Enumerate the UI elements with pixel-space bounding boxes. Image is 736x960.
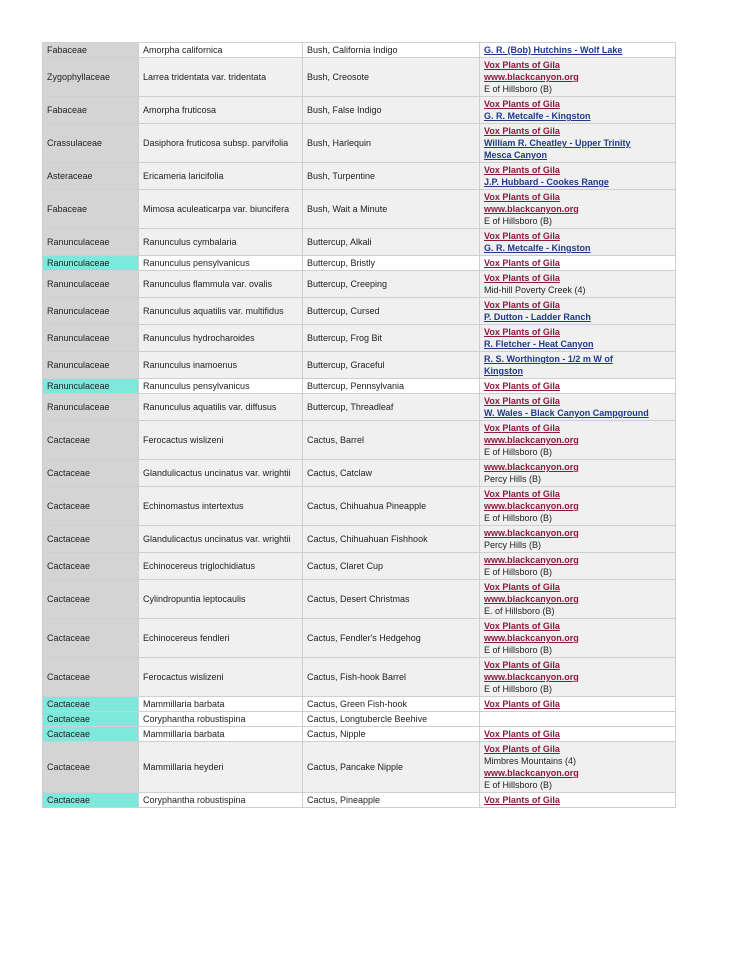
table-row: [43, 553, 676, 580]
family-cell: Fabaceae: [43, 190, 139, 229]
table-row: [43, 379, 676, 394]
source-link[interactable]: www.blackcanyon.org: [484, 633, 579, 643]
source-cell: [480, 256, 676, 271]
family-cell: Fabaceae: [43, 97, 139, 124]
source-cell: [480, 298, 676, 325]
source-link[interactable]: Mesca Canyon: [484, 150, 548, 160]
family-cell: Ranunculaceae: [43, 271, 139, 298]
source-note: Mimbres Mountains (4): [484, 756, 577, 766]
source-link[interactable]: Vox Plants of Gila: [484, 381, 560, 391]
species-cell: Mammillaria heyderi: [139, 742, 303, 793]
common-name-cell: Cactus, Claret Cup: [303, 553, 480, 580]
source-note: Percy Hills (B): [484, 474, 542, 484]
source-cell: [480, 619, 676, 658]
source-link[interactable]: J.P. Hubbard - Cookes Range: [484, 177, 609, 187]
species-cell: Echinocereus fendleri: [139, 619, 303, 658]
source-cell: [480, 697, 676, 712]
species-cell: Dasiphora fruticosa subsp. parvifolia: [139, 124, 303, 163]
source-link[interactable]: www.blackcanyon.org: [484, 594, 579, 604]
source-cell: [480, 526, 676, 553]
table-row: [43, 394, 676, 421]
common-name-cell: Cactus, Chihuahuan Fishhook: [303, 526, 480, 553]
family-cell: Cactaceae: [43, 712, 139, 727]
species-cell: Glandulicactus uncinatus var. wrightii: [139, 526, 303, 553]
source-cell: [480, 190, 676, 229]
species-cell: Ferocactus wislizeni: [139, 421, 303, 460]
table-row: [43, 229, 676, 256]
source-cell: [480, 487, 676, 526]
common-name-cell: Cactus, Fish-hook Barrel: [303, 658, 480, 697]
common-name-cell: Buttercup, Alkali: [303, 229, 480, 256]
common-name-cell: Cactus, Longtubercle Beehive: [303, 712, 480, 727]
common-name-cell: Cactus, Catclaw: [303, 460, 480, 487]
source-cell: [480, 58, 676, 97]
table-row: [43, 352, 676, 379]
source-link[interactable]: Vox Plants of Gila: [484, 699, 560, 709]
species-cell: Ranunculus flammula var. ovalis: [139, 271, 303, 298]
source-cell: [480, 793, 676, 808]
source-cell: [480, 421, 676, 460]
common-name-cell: Bush, Creosote: [303, 58, 480, 97]
species-cell: Mammillaria barbata: [139, 727, 303, 742]
source-link[interactable]: William R. Cheatley - Upper Trinity: [484, 138, 631, 148]
source-note: Percy Hills (B): [484, 540, 542, 550]
species-cell: Ericameria laricifolia: [139, 163, 303, 190]
species-cell: Amorpha fruticosa: [139, 97, 303, 124]
family-cell: Cactaceae: [43, 658, 139, 697]
species-cell: Glandulicactus uncinatus var. wrightii: [139, 460, 303, 487]
source-cell: [480, 379, 676, 394]
source-link[interactable]: www.blackcanyon.org: [484, 672, 579, 682]
table-row: [43, 487, 676, 526]
source-link[interactable]: www.blackcanyon.org: [484, 204, 579, 214]
source-link[interactable]: www.blackcanyon.org: [484, 72, 579, 82]
common-name-cell: Cactus, Fendler's Hedgehog: [303, 619, 480, 658]
species-cell: Ranunculus aquatilis var. multifidus: [139, 298, 303, 325]
table-row: [43, 325, 676, 352]
common-name-cell: Buttercup, Creeping: [303, 271, 480, 298]
table-row: [43, 460, 676, 487]
source-cell: [480, 460, 676, 487]
source-link[interactable]: W. Wales - Black Canyon Campground: [484, 408, 649, 418]
source-link[interactable]: www.blackcanyon.org: [484, 435, 579, 445]
species-cell: Larrea tridentata var. tridentata: [139, 58, 303, 97]
family-cell: Cactaceae: [43, 697, 139, 712]
source-link[interactable]: Vox Plants of Gila: [484, 729, 560, 739]
source-link[interactable]: P. Dutton - Ladder Ranch: [484, 312, 591, 322]
common-name-cell: Cactus, Green Fish-hook: [303, 697, 480, 712]
family-cell: Cactaceae: [43, 553, 139, 580]
family-cell: Ranunculaceae: [43, 256, 139, 271]
source-link[interactable]: Vox Plants of Gila: [484, 621, 560, 631]
family-cell: Cactaceae: [43, 526, 139, 553]
source-note: E of Hillsboro (B): [484, 780, 553, 790]
table-row: [43, 124, 676, 163]
source-note: E of Hillsboro (B): [484, 447, 553, 457]
source-cell: [480, 271, 676, 298]
source-link[interactable]: Vox Plants of Gila: [484, 396, 560, 406]
family-cell: Ranunculaceae: [43, 229, 139, 256]
source-link[interactable]: www.blackcanyon.org: [484, 528, 579, 538]
family-cell: Ranunculaceae: [43, 298, 139, 325]
family-cell: Ranunculaceae: [43, 325, 139, 352]
source-link[interactable]: R. Fletcher - Heat Canyon: [484, 339, 594, 349]
source-cell: [480, 124, 676, 163]
table-row: [43, 658, 676, 697]
common-name-cell: Cactus, Pineapple: [303, 793, 480, 808]
source-cell: [480, 742, 676, 793]
source-link[interactable]: Vox Plants of Gila: [484, 582, 560, 592]
common-name-cell: Cactus, Barrel: [303, 421, 480, 460]
family-cell: Cactaceae: [43, 421, 139, 460]
source-cell: [480, 712, 676, 727]
common-name-cell: Bush, False Indigo: [303, 97, 480, 124]
source-link[interactable]: G. R. Metcalfe - Kingston: [484, 111, 591, 121]
source-cell: [480, 325, 676, 352]
source-note: E of Hillsboro (B): [484, 567, 553, 577]
species-cell: Echinomastus intertextus: [139, 487, 303, 526]
source-cell: [480, 658, 676, 697]
source-link[interactable]: Vox Plants of Gila: [484, 126, 560, 136]
family-cell: Ranunculaceae: [43, 352, 139, 379]
table-row: [43, 97, 676, 124]
source-link[interactable]: Vox Plants of Gila: [484, 258, 560, 268]
table-row: [43, 526, 676, 553]
table-row: [43, 580, 676, 619]
common-name-cell: Bush, California Indigo: [303, 43, 480, 58]
plant-list-body: [43, 43, 676, 808]
source-link[interactable]: Vox Plants of Gila: [484, 165, 560, 175]
family-cell: Cactaceae: [43, 742, 139, 793]
species-cell: Ranunculus pensylvanicus: [139, 256, 303, 271]
common-name-cell: Buttercup, Graceful: [303, 352, 480, 379]
source-link[interactable]: Vox Plants of Gila: [484, 99, 560, 109]
source-link[interactable]: Vox Plants of Gila: [484, 660, 560, 670]
table-row: [43, 298, 676, 325]
species-cell: Ranunculus pensylvanicus: [139, 379, 303, 394]
source-link[interactable]: Vox Plants of Gila: [484, 795, 560, 805]
table-row: [43, 58, 676, 97]
source-link[interactable]: Vox Plants of Gila: [484, 327, 560, 337]
family-cell: Cactaceae: [43, 460, 139, 487]
source-cell: [480, 394, 676, 421]
source-link[interactable]: Vox Plants of Gila: [484, 489, 560, 499]
source-cell: [480, 352, 676, 379]
table-row: [43, 793, 676, 808]
source-link[interactable]: R. S. Worthington - 1/2 m W of: [484, 354, 613, 364]
source-link[interactable]: www.blackcanyon.org: [484, 555, 579, 565]
table-row: [43, 190, 676, 229]
common-name-cell: Buttercup, Threadleaf: [303, 394, 480, 421]
species-cell: Ranunculus cymbalaria: [139, 229, 303, 256]
table-row: [43, 43, 676, 58]
family-cell: Cactaceae: [43, 619, 139, 658]
species-cell: Ferocactus wislizeni: [139, 658, 303, 697]
family-cell: Cactaceae: [43, 793, 139, 808]
source-cell: [480, 97, 676, 124]
source-link[interactable]: Vox Plants of Gila: [484, 423, 560, 433]
species-cell: Ranunculus inamoenus: [139, 352, 303, 379]
source-link[interactable]: Vox Plants of Gila: [484, 300, 560, 310]
common-name-cell: Cactus, Nipple: [303, 727, 480, 742]
table-row: [43, 619, 676, 658]
common-name-cell: Buttercup, Frog Bit: [303, 325, 480, 352]
table-row: [43, 712, 676, 727]
species-cell: Mimosa aculeaticarpa var. biuncifera: [139, 190, 303, 229]
source-link[interactable]: Kingston: [484, 366, 523, 376]
common-name-cell: Buttercup, Cursed: [303, 298, 480, 325]
table-row: [43, 163, 676, 190]
common-name-cell: Bush, Turpentine: [303, 163, 480, 190]
source-note: E of Hillsboro (B): [484, 216, 553, 226]
family-cell: Zygophyllaceae: [43, 58, 139, 97]
source-link[interactable]: www.blackcanyon.org: [484, 501, 579, 511]
species-cell: Ranunculus hydrocharoides: [139, 325, 303, 352]
plant-list-table: [42, 42, 676, 808]
table-row: [43, 697, 676, 712]
family-cell: Ranunculaceae: [43, 394, 139, 421]
source-link[interactable]: G. R. Metcalfe - Kingston: [484, 243, 591, 253]
common-name-cell: Cactus, Desert Christmas: [303, 580, 480, 619]
table-row: [43, 256, 676, 271]
source-cell: [480, 229, 676, 256]
source-note: E of Hillsboro (B): [484, 84, 553, 94]
species-cell: Amorpha californica: [139, 43, 303, 58]
species-cell: Mammillaria barbata: [139, 697, 303, 712]
source-cell: [480, 43, 676, 58]
common-name-cell: Bush, Wait a Minute: [303, 190, 480, 229]
source-link[interactable]: G. R. (Bob) Hutchins - Wolf Lake: [484, 45, 623, 55]
family-cell: Cactaceae: [43, 727, 139, 742]
table-row: [43, 742, 676, 793]
source-link[interactable]: Vox Plants of Gila: [484, 744, 560, 754]
source-link[interactable]: Vox Plants of Gila: [484, 192, 560, 202]
common-name-cell: Buttercup, Bristly: [303, 256, 480, 271]
source-cell: [480, 163, 676, 190]
species-cell: Ranunculus aquatilis var. diffusus: [139, 394, 303, 421]
species-cell: Coryphantha robustispina: [139, 712, 303, 727]
family-cell: Asteraceae: [43, 163, 139, 190]
species-cell: Coryphantha robustispina: [139, 793, 303, 808]
source-link[interactable]: Vox Plants of Gila: [484, 60, 560, 70]
species-cell: Echinocereus triglochidiatus: [139, 553, 303, 580]
common-name-cell: Buttercup, Pennsylvania: [303, 379, 480, 394]
source-note: E. of Hillsboro (B): [484, 606, 555, 616]
source-cell: [480, 727, 676, 742]
source-link[interactable]: www.blackcanyon.org: [484, 768, 579, 778]
source-link[interactable]: Vox Plants of Gila: [484, 273, 560, 283]
family-cell: Crassulaceae: [43, 124, 139, 163]
source-cell: [480, 580, 676, 619]
source-note: E of Hillsboro (B): [484, 684, 553, 694]
family-cell: Cactaceae: [43, 580, 139, 619]
source-link[interactable]: www.blackcanyon.org: [484, 462, 579, 472]
species-cell: Cylindropuntia leptocaulis: [139, 580, 303, 619]
table-row: [43, 727, 676, 742]
common-name-cell: Cactus, Pancake Nipple: [303, 742, 480, 793]
table-row: [43, 271, 676, 298]
common-name-cell: Bush, Harlequin: [303, 124, 480, 163]
source-note: E of Hillsboro (B): [484, 645, 553, 655]
family-cell: Cactaceae: [43, 487, 139, 526]
common-name-cell: Cactus, Chihuahua Pineapple: [303, 487, 480, 526]
source-note: Mid-hill Poverty Creek (4): [484, 285, 586, 295]
family-cell: Fabaceae: [43, 43, 139, 58]
table-row: [43, 421, 676, 460]
source-note: E of Hillsboro (B): [484, 513, 553, 523]
family-cell: Ranunculaceae: [43, 379, 139, 394]
source-link[interactable]: Vox Plants of Gila: [484, 231, 560, 241]
source-cell: [480, 553, 676, 580]
